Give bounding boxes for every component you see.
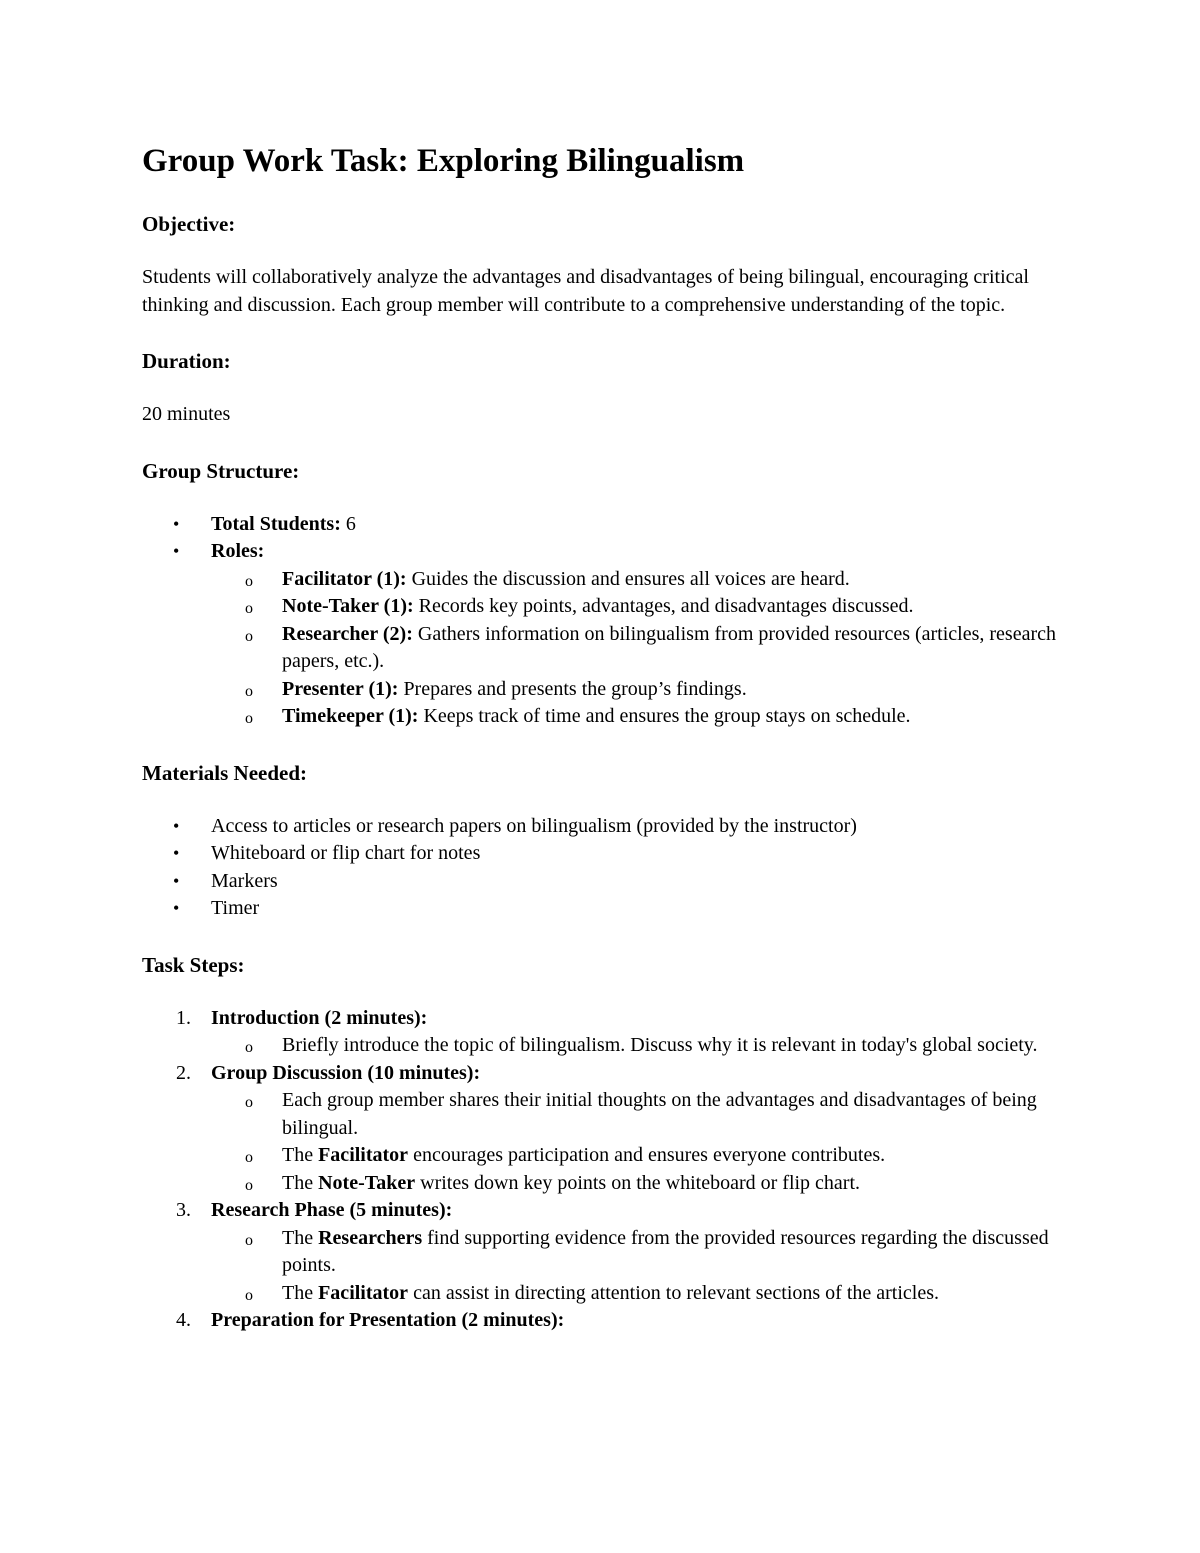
circle-bullet-icon: o bbox=[245, 1286, 253, 1304]
subitem-text: The bbox=[282, 1144, 319, 1166]
bullet-icon: • bbox=[173, 870, 180, 891]
circle-bullet-icon: o bbox=[245, 1094, 253, 1111]
circle-bullet-icon: o bbox=[245, 1231, 253, 1249]
materials-heading: Materials Needed: bbox=[142, 760, 308, 785]
subitem-bold: Note-Taker bbox=[318, 1171, 416, 1194]
list-item bbox=[142, 511, 1072, 539]
circle-bullet-icon: o bbox=[245, 600, 253, 617]
subitem-text: find supporting evidence from the provided resources regarding the discussed points. bbox=[282, 1226, 1049, 1276]
bullet-icon: • bbox=[173, 541, 180, 561]
roles-label: Roles: bbox=[211, 540, 265, 562]
step-subitem bbox=[211, 1087, 1072, 1142]
task-step bbox=[142, 1307, 1072, 1335]
step-subitem bbox=[211, 1280, 1072, 1308]
role-name: Facilitator (1): bbox=[282, 567, 407, 590]
subitem-text: can assist in directing attention to relevant sections of the articles. bbox=[408, 1281, 940, 1304]
material-item: Markers bbox=[211, 869, 278, 892]
step-title: Introduction (2 minutes): bbox=[211, 1006, 428, 1029]
materials-list bbox=[142, 813, 1072, 923]
role-name: Timekeeper (1): bbox=[282, 705, 419, 727]
subitem-text: encourages participation and ensures everyone contributes. bbox=[408, 1144, 886, 1166]
step-sublist bbox=[211, 1032, 1072, 1060]
subitem-text: The bbox=[282, 1226, 319, 1249]
step-subitem bbox=[211, 1170, 1072, 1198]
material-item: Timer bbox=[211, 897, 260, 919]
task-step bbox=[142, 1060, 1072, 1198]
role-desc: Guides the discussion and ensures all voices are heard. bbox=[406, 567, 850, 590]
bullet-icon: • bbox=[173, 513, 180, 534]
role-item bbox=[211, 621, 1072, 676]
subitem-text: The bbox=[282, 1171, 319, 1194]
list-item bbox=[142, 538, 1072, 731]
bullet-icon: • bbox=[173, 843, 180, 863]
list-item bbox=[142, 813, 1072, 841]
group-structure-list bbox=[142, 511, 1072, 731]
step-number: 2. bbox=[176, 1061, 191, 1084]
task-step bbox=[142, 1005, 1072, 1060]
list-item bbox=[142, 895, 1072, 923]
step-title: Research Phase (5 minutes): bbox=[211, 1199, 453, 1221]
circle-bullet-icon: o bbox=[245, 682, 253, 700]
page-title: Group Work Task: Exploring Bilingualism bbox=[142, 143, 745, 179]
circle-bullet-icon: o bbox=[245, 1176, 253, 1194]
subitem-text: Briefly introduce the topic of bilingualism. Discuss why it is relevant in today's global society. bbox=[282, 1034, 1038, 1056]
role-desc: Keeps track of time and ensures the group stays on schedule. bbox=[418, 705, 911, 727]
subitem-text: Each group member shares their initial thoughts on the advantages and disadvantages of being bilingual. bbox=[282, 1089, 1037, 1139]
circle-bullet-icon: o bbox=[245, 1039, 253, 1056]
step-title: Preparation for Presentation (2 minutes): bbox=[211, 1309, 565, 1331]
total-students-value: 6 bbox=[340, 512, 356, 535]
step-sublist bbox=[211, 1087, 1072, 1197]
bullet-icon: • bbox=[173, 898, 180, 918]
role-item bbox=[211, 566, 1072, 594]
task-steps-list bbox=[142, 1005, 1072, 1335]
group-structure-heading: Group Structure: bbox=[142, 458, 300, 483]
step-sublist bbox=[211, 1225, 1072, 1308]
role-item bbox=[211, 676, 1072, 704]
subitem-text: The bbox=[282, 1281, 319, 1304]
objective-heading: Objective: bbox=[142, 212, 236, 236]
subitem-bold: Facilitator bbox=[318, 1144, 409, 1166]
role-name: Note-Taker (1): bbox=[282, 595, 414, 617]
role-desc: Prepares and presents the group’s findings. bbox=[398, 677, 747, 700]
subitem-text: writes down key points on the whiteboard or flip chart. bbox=[415, 1171, 861, 1194]
document-page bbox=[142, 138, 1072, 1363]
step-subitem bbox=[211, 1225, 1072, 1280]
duration-heading: Duration: bbox=[142, 349, 231, 373]
step-subitem bbox=[211, 1032, 1072, 1060]
bullet-icon: • bbox=[173, 815, 180, 836]
role-desc: Gathers information on bilingualism from provided resources (articles, research papers, etc.). bbox=[282, 622, 1056, 672]
subitem-bold: Facilitator bbox=[318, 1281, 409, 1304]
circle-bullet-icon: o bbox=[245, 710, 253, 727]
subitem-bold: Researchers bbox=[318, 1226, 423, 1249]
roles-list bbox=[211, 566, 1072, 731]
role-item bbox=[211, 703, 1072, 731]
task-step bbox=[142, 1197, 1072, 1307]
role-desc: Records key points, advantages, and disadvantages discussed. bbox=[413, 595, 914, 617]
material-item: Access to articles or research papers on bilingualism (provided by the instructor) bbox=[211, 814, 857, 837]
material-item: Whiteboard or flip chart for notes bbox=[211, 842, 481, 864]
role-name: Researcher (2): bbox=[282, 622, 413, 645]
step-number: 1. bbox=[176, 1006, 191, 1029]
circle-bullet-icon: o bbox=[245, 627, 253, 645]
total-students-label: Total Students: bbox=[211, 512, 341, 535]
step-number: 4. bbox=[176, 1309, 191, 1331]
duration-text: 20 minutes bbox=[142, 403, 231, 425]
circle-bullet-icon: o bbox=[245, 572, 253, 590]
step-subitem bbox=[211, 1142, 1072, 1170]
list-item bbox=[142, 840, 1072, 868]
circle-bullet-icon: o bbox=[245, 1149, 253, 1166]
role-name: Presenter (1): bbox=[282, 677, 399, 700]
objective-text: Students will collaboratively analyze the advantages and disadvantages of being bilingual, encouraging critical thinking and discussion. Each group member will contribute to a comprehensive understanding of the topic. bbox=[142, 266, 1029, 316]
step-number: 3. bbox=[176, 1199, 191, 1221]
role-item bbox=[211, 593, 1072, 621]
step-title: Group Discussion (10 minutes): bbox=[211, 1061, 481, 1084]
task-steps-heading: Task Steps: bbox=[142, 952, 245, 977]
list-item bbox=[142, 868, 1072, 896]
